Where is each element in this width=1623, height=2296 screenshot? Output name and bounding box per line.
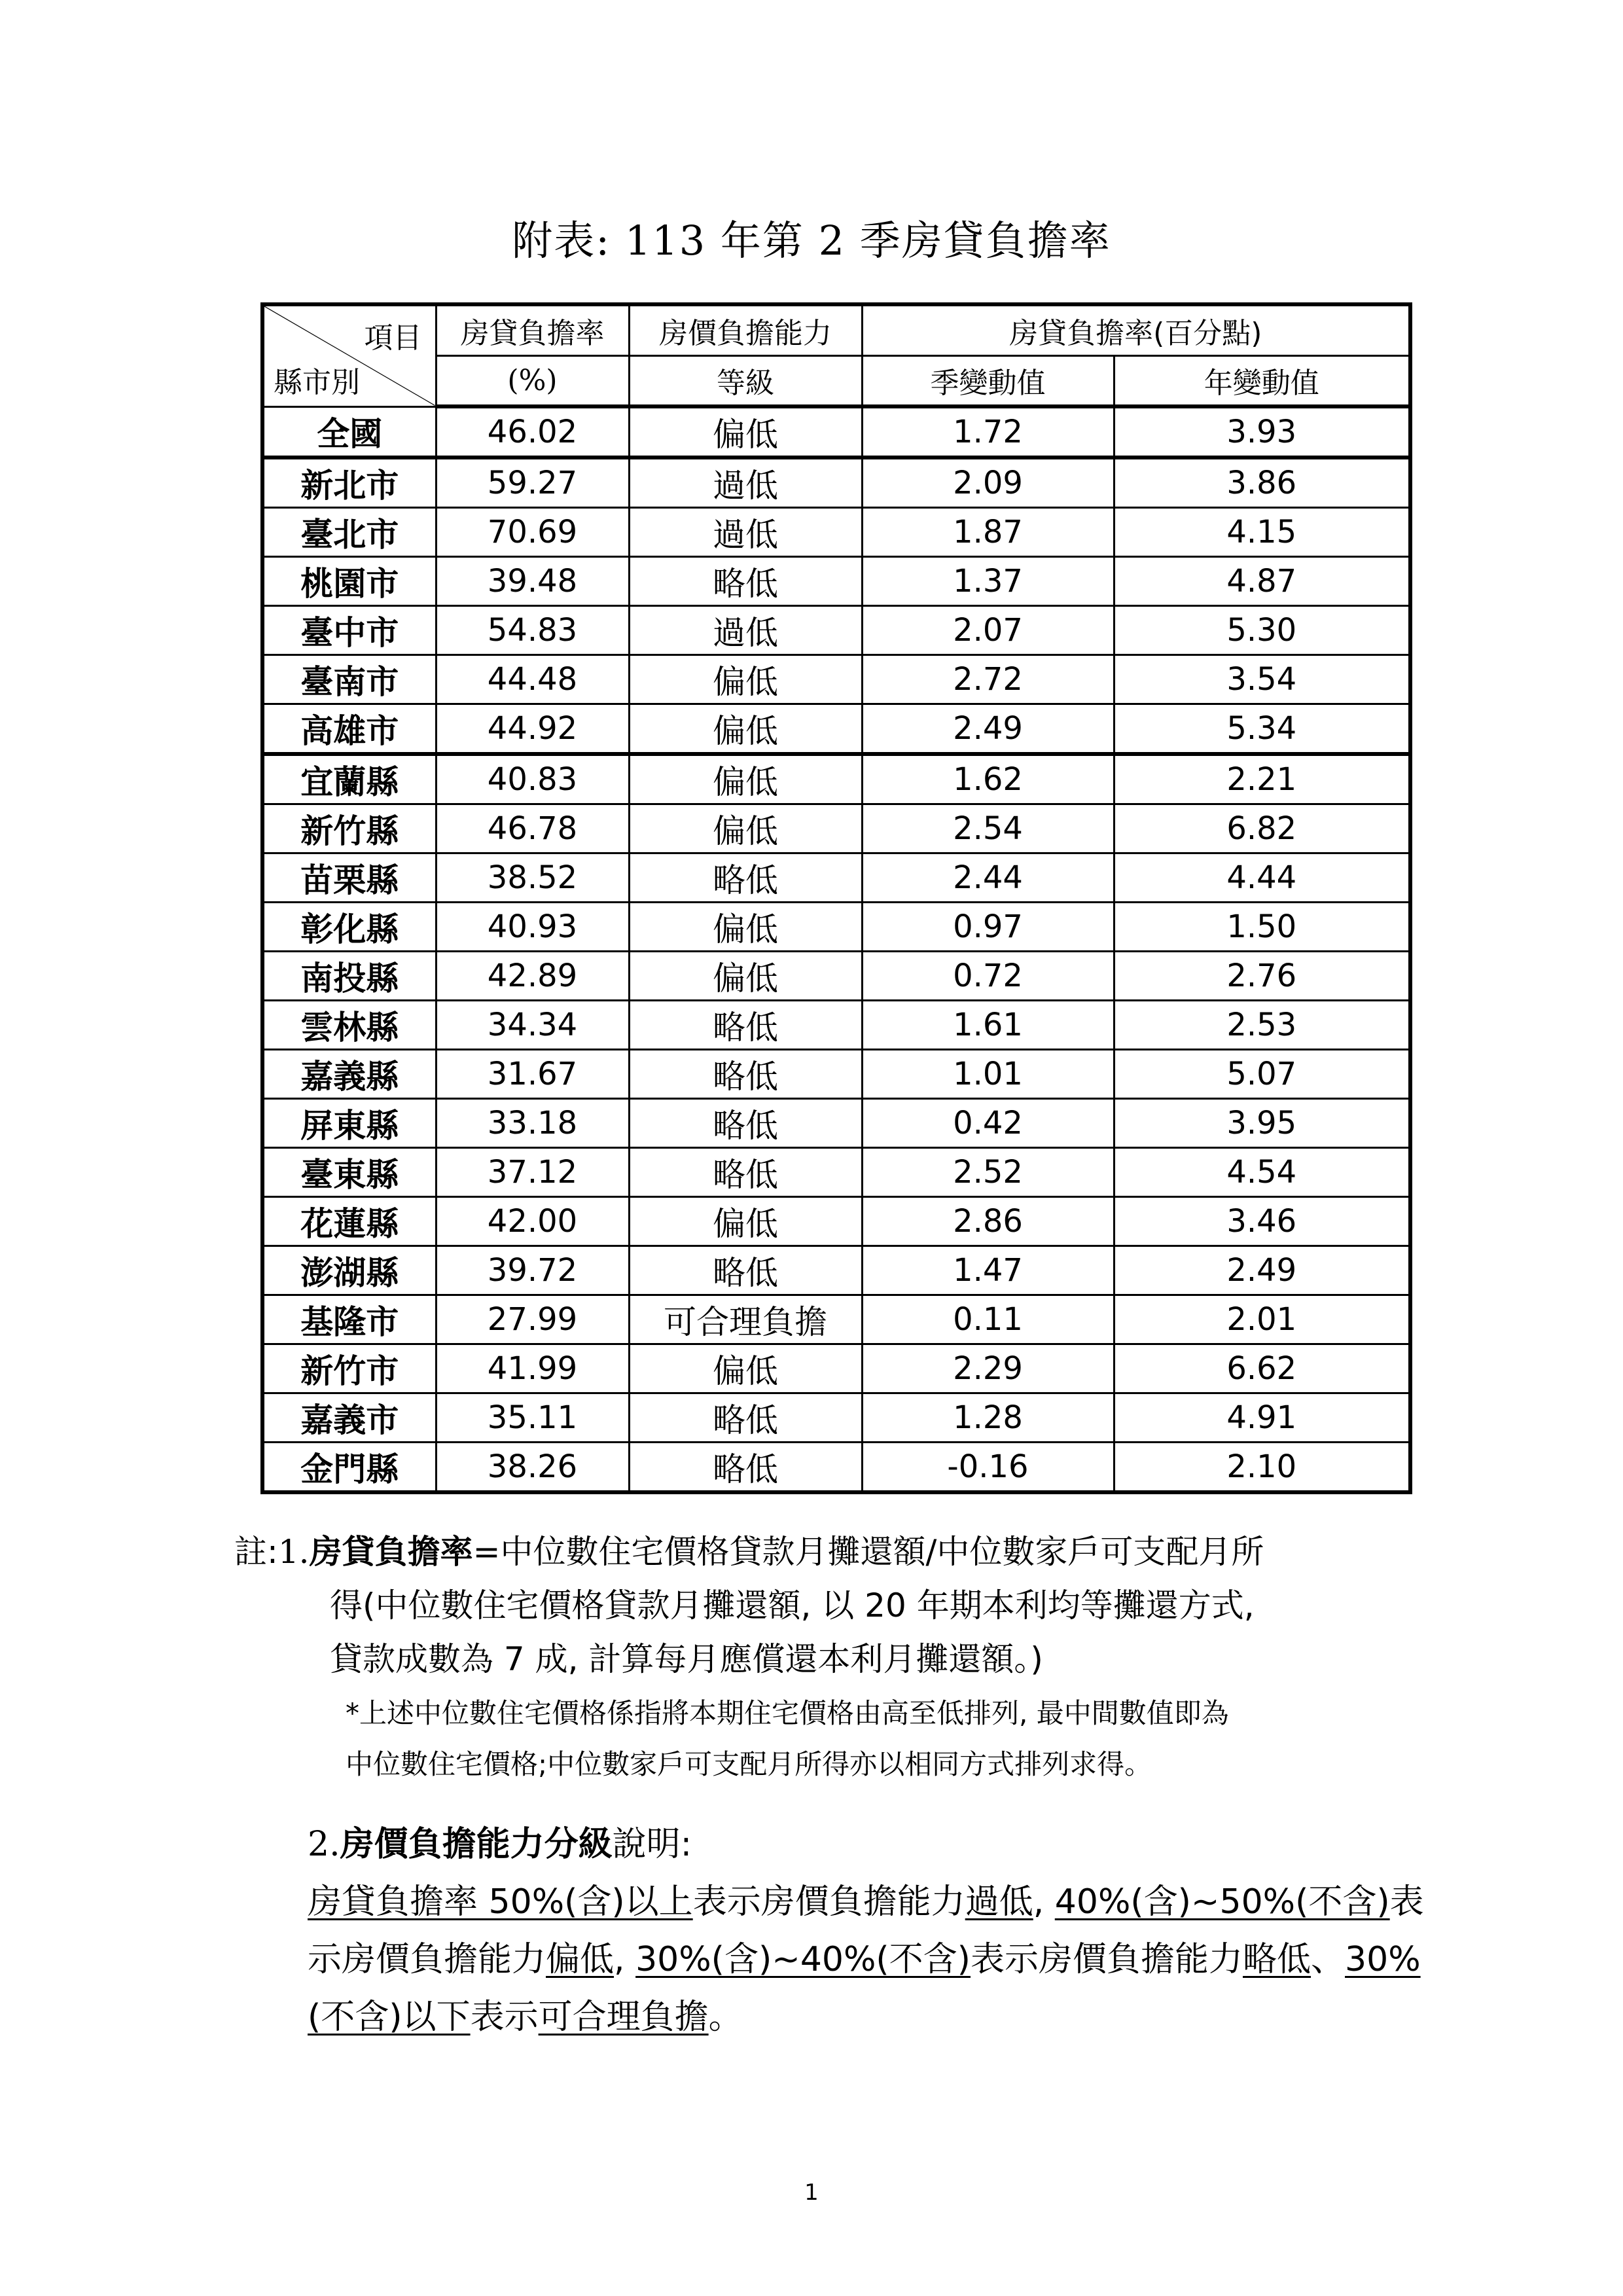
qoq-change-cell: 0.72 <box>862 952 1114 1001</box>
note-2-seg-11: 略低 <box>1243 1940 1311 1979</box>
table-row <box>262 406 1410 457</box>
table-row <box>262 1393 1410 1443</box>
grade-cell: 略低 <box>629 853 862 903</box>
note-2-seg-2: 表示房價負擔能力 <box>692 1882 965 1922</box>
qoq-change-cell: 0.11 <box>862 1295 1114 1344</box>
grade-cell: 偏低 <box>629 903 862 952</box>
note-2-seg-16: 。 <box>708 1998 743 2037</box>
table-row <box>262 457 1410 508</box>
note-2-body <box>308 1873 1425 2046</box>
col-qoq-header: 季變動值 <box>862 355 1114 406</box>
region-name-cell: 雲林縣 <box>262 1001 436 1050</box>
region-name-cell: 高雄市 <box>262 704 436 755</box>
qoq-change-cell: 2.86 <box>862 1197 1114 1246</box>
yoy-change-cell: 5.07 <box>1114 1050 1410 1099</box>
grade-cell: 略低 <box>629 1246 862 1295</box>
yoy-change-cell: 4.54 <box>1114 1148 1410 1197</box>
table-row <box>262 1246 1410 1295</box>
grade-cell: 偏低 <box>629 952 862 1001</box>
table-row <box>262 606 1410 655</box>
table-row <box>262 903 1410 952</box>
grade-cell: 略低 <box>629 557 862 606</box>
qoq-change-cell: 1.28 <box>862 1393 1114 1443</box>
qoq-change-cell: 1.47 <box>862 1246 1114 1295</box>
note-2-seg-4: , <box>1033 1882 1055 1922</box>
rate-cell: 35.11 <box>436 1393 629 1443</box>
grade-cell: 略低 <box>629 1148 862 1197</box>
rate-cell: 54.83 <box>436 606 629 655</box>
qoq-change-cell: 1.62 <box>862 754 1114 804</box>
grade-cell: 略低 <box>629 1099 862 1148</box>
note-2-seg-9: 30%(含)~40%(不含) <box>635 1940 971 1979</box>
note-2-term: 房價負擔能力分級 <box>340 1825 613 1864</box>
rate-cell: 42.89 <box>436 952 629 1001</box>
region-name-cell: 南投縣 <box>262 952 436 1001</box>
page-number: 1 <box>804 2179 819 2206</box>
yoy-change-cell: 4.87 <box>1114 557 1410 606</box>
rate-cell: 37.12 <box>436 1148 629 1197</box>
col-grade-header: 房價負擔能力 <box>629 304 862 355</box>
grade-cell: 偏低 <box>629 804 862 853</box>
rate-cell: 38.52 <box>436 853 629 903</box>
region-name-cell: 臺東縣 <box>262 1148 436 1197</box>
table-row <box>262 853 1410 903</box>
corner-item-label: 項目 <box>364 321 422 355</box>
grade-cell: 偏低 <box>629 704 862 755</box>
qoq-change-cell: 1.87 <box>862 508 1114 557</box>
table-row <box>262 804 1410 853</box>
note-2-seg-1: 房貸負擔率 50%(含)以上 <box>308 1882 693 1922</box>
yoy-change-cell: 3.95 <box>1114 1099 1410 1148</box>
rate-cell: 44.92 <box>436 704 629 755</box>
page-title: 附表: 113 年第 2 季房貸負擔率 <box>512 217 1111 264</box>
note-1-sub-line2: 中位數住宅價格;中位數家戶可支配月所得亦以相同方式排列求得。 <box>346 1748 1152 1780</box>
region-name-cell: 臺中市 <box>262 606 436 655</box>
rate-cell: 59.27 <box>436 457 629 508</box>
note-2-seg-15: 可合理負擔 <box>538 1998 709 2037</box>
rate-cell: 31.67 <box>436 1050 629 1099</box>
note-2-seg-6: 表示房價負擔能力 <box>308 1882 1424 1979</box>
qoq-change-cell: 1.72 <box>862 406 1114 457</box>
grade-cell: 略低 <box>629 1443 862 1493</box>
note-1-line1: =中位數住宅價格貸款月攤還額/中位數家戶可支配月所 <box>473 1533 1264 1571</box>
notes-prefix: 註: <box>234 1533 278 1571</box>
rate-cell: 44.48 <box>436 655 629 704</box>
qoq-change-cell: 2.72 <box>862 655 1114 704</box>
corner-header <box>262 304 436 406</box>
table-row <box>262 704 1410 755</box>
region-name-cell: 新北市 <box>262 457 436 508</box>
note-1-number: 1. <box>277 1533 310 1571</box>
region-name-cell: 苗栗縣 <box>262 853 436 903</box>
region-name-cell: 桃園市 <box>262 557 436 606</box>
col-grade-sub: 等級 <box>629 355 862 406</box>
rate-cell: 46.02 <box>436 406 629 457</box>
table-row <box>262 1001 1410 1050</box>
qoq-change-cell: 2.09 <box>862 457 1114 508</box>
region-name-cell: 嘉義縣 <box>262 1050 436 1099</box>
grade-cell: 偏低 <box>629 406 862 457</box>
note-2-seg-12: 、 <box>1311 1940 1346 1979</box>
rate-cell: 40.83 <box>436 754 629 804</box>
note-2-heading <box>308 1816 1425 1873</box>
yoy-change-cell: 3.54 <box>1114 655 1410 704</box>
yoy-change-cell: 2.10 <box>1114 1443 1410 1493</box>
col-rate-header: 房貸負擔率 <box>436 304 629 355</box>
qoq-change-cell: 2.54 <box>862 804 1114 853</box>
note-1-term: 房貸負擔率 <box>309 1533 473 1571</box>
grade-cell: 偏低 <box>629 754 862 804</box>
yoy-change-cell: 5.34 <box>1114 704 1410 755</box>
yoy-change-cell: 2.76 <box>1114 952 1410 1001</box>
region-name-cell: 新竹市 <box>262 1344 436 1393</box>
region-name-cell: 花蓮縣 <box>262 1197 436 1246</box>
note-1 <box>234 1525 1425 1579</box>
rate-cell: 40.93 <box>436 903 629 952</box>
note-1-line2: 得(中位數住宅價格貸款月攤還額, 以 20 年期本利均等攤還方式, <box>330 1587 1255 1624</box>
table-row <box>262 655 1410 704</box>
region-name-cell: 宜蘭縣 <box>262 754 436 804</box>
table-row <box>262 557 1410 606</box>
mortgage-burden-table <box>260 302 1412 1494</box>
yoy-change-cell: 3.46 <box>1114 1197 1410 1246</box>
grade-cell: 過低 <box>629 606 862 655</box>
qoq-change-cell: 2.07 <box>862 606 1114 655</box>
qoq-change-cell: 0.97 <box>862 903 1114 952</box>
qoq-change-cell: 2.44 <box>862 853 1114 903</box>
qoq-change-cell: 1.61 <box>862 1001 1114 1050</box>
grade-cell: 過低 <box>629 457 862 508</box>
note-2-seg-8: , <box>614 1940 636 1979</box>
table-row <box>262 1148 1410 1197</box>
grade-cell: 略低 <box>629 1393 862 1443</box>
rate-cell: 39.72 <box>436 1246 629 1295</box>
yoy-change-cell: 3.86 <box>1114 457 1410 508</box>
grade-cell: 可合理負擔 <box>629 1295 862 1344</box>
qoq-change-cell: 2.29 <box>862 1344 1114 1393</box>
rate-cell: 27.99 <box>436 1295 629 1344</box>
yoy-change-cell: 2.01 <box>1114 1295 1410 1344</box>
region-name-cell: 金門縣 <box>262 1443 436 1493</box>
qoq-change-cell: 2.52 <box>862 1148 1114 1197</box>
yoy-change-cell: 4.44 <box>1114 853 1410 903</box>
note-2-seg-14: 表示 <box>470 1998 539 2037</box>
yoy-change-cell: 4.91 <box>1114 1393 1410 1443</box>
rate-cell: 33.18 <box>436 1099 629 1148</box>
grade-cell: 偏低 <box>629 1344 862 1393</box>
note-2-seg-3: 過低 <box>965 1882 1033 1922</box>
grade-cell: 偏低 <box>629 655 862 704</box>
grade-cell: 過低 <box>629 508 862 557</box>
region-name-cell: 新竹縣 <box>262 804 436 853</box>
yoy-change-cell: 2.21 <box>1114 754 1410 804</box>
notes-section <box>234 1525 1425 2046</box>
table-row <box>262 1050 1410 1099</box>
note-1-sub-line1: *上述中位數住宅價格係指將本期住宅價格由高至低排列, 最中間數值即為 <box>346 1697 1229 1729</box>
note-2-term-tail: 說明: <box>612 1825 692 1864</box>
rate-cell: 70.69 <box>436 508 629 557</box>
yoy-change-cell: 5.30 <box>1114 606 1410 655</box>
note-2-seg-7: 偏低 <box>546 1940 615 1979</box>
yoy-change-cell: 1.50 <box>1114 903 1410 952</box>
region-name-cell: 基隆市 <box>262 1295 436 1344</box>
qoq-change-cell: 2.49 <box>862 704 1114 755</box>
qoq-change-cell: 1.37 <box>862 557 1114 606</box>
yoy-change-cell: 2.49 <box>1114 1246 1410 1295</box>
yoy-change-cell: 4.15 <box>1114 508 1410 557</box>
rate-cell: 38.26 <box>436 1443 629 1493</box>
note-2 <box>234 1816 1425 2046</box>
qoq-change-cell: 0.42 <box>862 1099 1114 1148</box>
table-row <box>262 508 1410 557</box>
region-name-cell: 嘉義市 <box>262 1393 436 1443</box>
yoy-change-cell: 6.62 <box>1114 1344 1410 1393</box>
corner-region-label: 縣市別 <box>274 365 360 399</box>
region-name-cell: 澎湖縣 <box>262 1246 436 1295</box>
region-name-cell: 臺南市 <box>262 655 436 704</box>
note-2-seg-10: 表示房價負擔能力 <box>970 1940 1243 1979</box>
region-name-cell: 臺北市 <box>262 508 436 557</box>
grade-cell: 略低 <box>629 1050 862 1099</box>
rate-cell: 39.48 <box>436 557 629 606</box>
note-2-seg-5: 40%(含)~50%(不含) <box>1054 1882 1390 1922</box>
table-row <box>262 1295 1410 1344</box>
rate-cell: 46.78 <box>436 804 629 853</box>
yoy-change-cell: 6.82 <box>1114 804 1410 853</box>
table-row <box>262 1344 1410 1393</box>
region-name-cell: 彰化縣 <box>262 903 436 952</box>
rate-cell: 42.00 <box>436 1197 629 1246</box>
grade-cell: 略低 <box>629 1001 862 1050</box>
region-name-cell: 屏東縣 <box>262 1099 436 1148</box>
yoy-change-cell: 3.93 <box>1114 406 1410 457</box>
table-row <box>262 754 1410 804</box>
grade-cell: 偏低 <box>629 1197 862 1246</box>
col-change-group-header: 房貸負擔率(百分點) <box>862 304 1410 355</box>
yoy-change-cell: 2.53 <box>1114 1001 1410 1050</box>
note-2-number: 2. <box>308 1825 340 1864</box>
rate-cell: 34.34 <box>436 1001 629 1050</box>
rate-cell: 41.99 <box>436 1344 629 1393</box>
col-rate-unit: (%) <box>436 355 629 406</box>
table-body <box>262 406 1410 1492</box>
region-name-cell: 全國 <box>262 406 436 457</box>
col-yoy-header: 年變動值 <box>1114 355 1410 406</box>
note-2-seg-13: 30%(不含)以下 <box>308 1940 1421 2037</box>
table-row <box>262 1443 1410 1493</box>
table-row <box>262 1099 1410 1148</box>
table-row <box>262 1197 1410 1246</box>
table-row <box>262 952 1410 1001</box>
qoq-change-cell: 1.01 <box>862 1050 1114 1099</box>
qoq-change-cell: -0.16 <box>862 1443 1114 1493</box>
note-1-line3: 貸款成數為 7 成, 計算每月應償還本利月攤還額。) <box>330 1640 1043 1678</box>
